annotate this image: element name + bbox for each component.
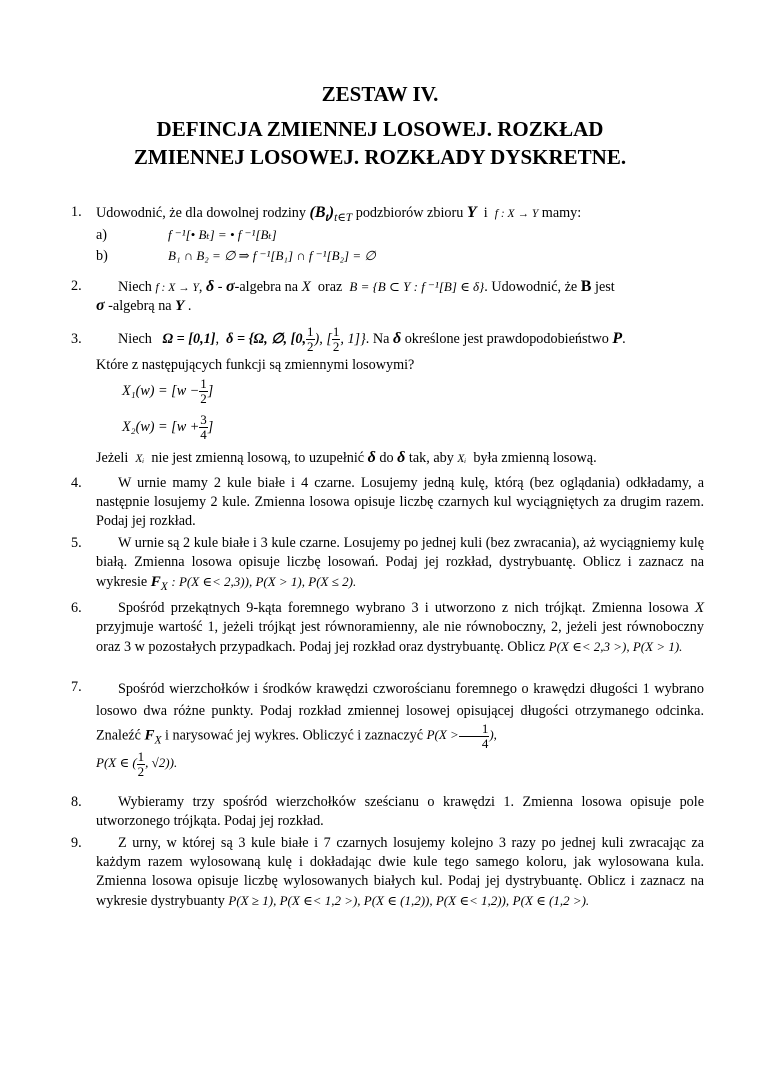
problem-1-statement: Udowodnić, że dla dowolnej rodziny $(B_t)_{t\in T}$ podzbiorów zbioru Y i f : X → Y mamy: [96,204,582,225]
problem-2-line2: σ -algebrą na Y . [96,297,192,314]
problem-number-6: 6. [71,600,82,616]
problem-3-x2: X₂(w) = [w + $\frac{3}{4}$ ] [122,412,214,443]
page-title: ZESTAW IV. [321,82,439,106]
problem-3-x1: X₁(w) = [w − $\frac{1}{2}$ ] [122,376,214,407]
problem-1a-formula: f ⁻¹[• Bₜ] = • f ⁻¹[Bₜ] [168,227,277,242]
problem-3-line1: Niech Ω = [0,1], δ = {Ω, ∅, [0, $\frac{1}{2}$ ), [ $\frac{1}{2}$ , 1]}. Na δ określone jest prawdopodobieństwo P. [118,324,626,355]
problem-6-text: Spośród przekątnych 9-kąta foremnego wybrano 3 i utworzono z nich trójkąt. Zmienna losowa X przyjmuje wartość 1, jeżeli trójkąt jest równoramienny, ale nie równoboczny, 2, jeżeli jest równoboczny oraz 3 w pozostałych przypadkach. Podaj jej rozkład oraz dystrybuantę. Oblicz P(X ∈< 2,3 >), P(X > 1). [96,600,705,655]
fraction-half: $\frac{1}{2}$ [307,324,314,355]
problem-1a-label: a) [96,227,108,243]
problem-3-tail: Jeżeli Xᵢ nie jest zmienną losową, to uzupełnić δ do δ tak, aby Xᵢ była zmienną losową. [96,449,597,466]
problem-1b-label: b) [96,248,108,264]
problem-number-7: 7. [71,679,82,695]
fraction-half: $\frac{1}{2}$ [332,324,340,355]
page-subtitle-line2: ZMIENNEJ LOSOWEJ. ROZKŁADY DYSKRETNE. [133,145,627,169]
problem-8-text: Wybieramy trzy spośród wierzchołków sześcianu o krawędzi 1. Zmienna losowa opisuje pole utworzonego trójkąta. Podaj jej rozkład. [96,794,704,829]
problem-number-4: 4. [71,475,82,491]
problem-3-question: Które z następujących funkcji są zmiennymi losowymi? [96,357,415,373]
problem-9-text: Z urny, w której są 3 kule białe i 7 czarnych losujemy kolejno 3 razy po jednej kuli zwracając za każdym razem wylosowaną kulę i dokładając dwie kule tego samego koloru, jak wylosowana kula. Zmienna losowa opisuje liczbę wylosowanych białych kul. Podaj jej dystrybuantę. Oblicz i zaznacz na wykresie dystrybuanty P(X ≥ 1), P(X ∈< 1,2 >), P(X ∈ (1,2)), P(X ∈< 1,2)), P(X ∈ (1,2 >). [96,835,704,909]
problem-5-text: W urnie są 2 kule białe i 3 kule czarne. Losujemy po jednej kuli (bez zwracania), aż wyciągniemy kulę białą. Zmienna losowa opisuje liczbę losowań. Podaj jej rozkład, dystrybuantę. Oblicz i zaznacz na wykresie $F_X$ : P(X ∈< 2,3)), P(X > 1), P(X ≤ 2). [96,535,704,593]
problem-number-1: 1. [71,204,82,220]
page-subtitle-line1: DEFINCJA ZMIENNEJ LOSOWEJ. ROZKŁAD [156,117,604,141]
problem-number-3: 3. [71,331,82,347]
problem-7-text: Spośród wierzchołków i środków krawędzi czworościanu foremnego o krawędzi długości 1 wybrano losowo dwa różne punkty. Podaj rozkład zmiennej losowej opisującej długości otrzymanego odcinka. Znaleźć $F_X$ i narysować jej wykres. Obliczyć i zaznaczyć P(X > $\frac{1}{4}$ ), [96,681,704,751]
problem-7-expr2: P(X ∈ ( $\frac{1}{2}$ , √2)). [96,748,178,779]
problem-1b-formula: B₁ ∩ B₂ = ∅ ⇒ f ⁻¹[B₁] ∩ f ⁻¹[B₂] = ∅ [168,248,376,263]
problem-number-5: 5. [71,535,82,551]
problem-4-text: W urnie mamy 2 kule białe i 4 czarne. Losujemy jedną kulę, którą (bez oglądania) odkładamy, a następnie losujemy 2 kule. Zmienna losowa opisuje liczbę czarnych kul wyciągniętych za drugim razem. Podaj jej rozkład. [96,475,704,529]
problem-2-line1: Niech f : X → Y, δ - σ-algebra na X oraz B = {B ⊂ Y : f ⁻¹[B] ∈ δ}. Udowodnić, że B jest [118,278,615,295]
problem-number-2: 2. [71,278,82,294]
problem-number-9: 9. [71,835,82,851]
problem-number-8: 8. [71,794,82,810]
